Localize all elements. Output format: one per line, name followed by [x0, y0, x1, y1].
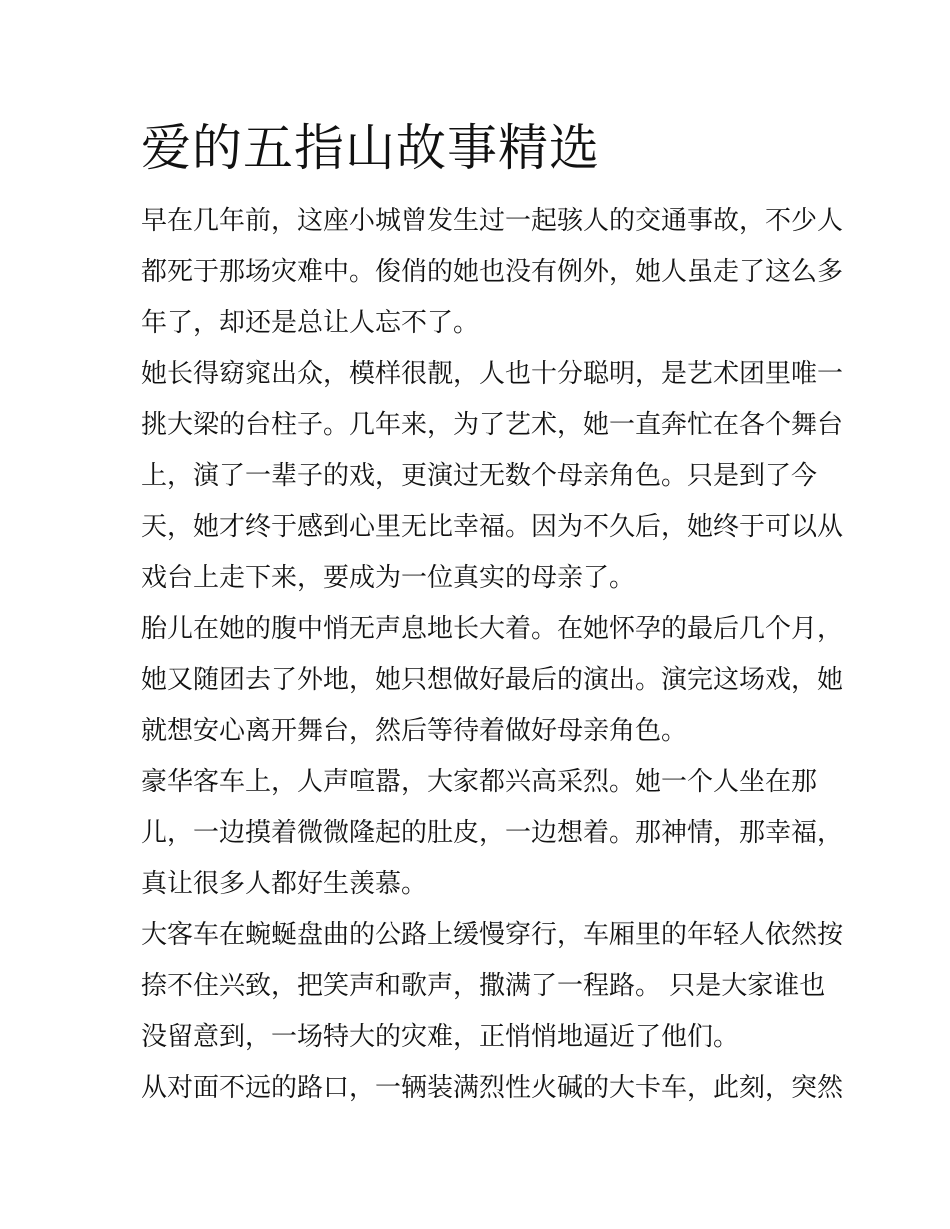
paragraph: [141, 1063, 844, 1114]
paragraph: [141, 910, 844, 1063]
text-line: 胎儿在她的腹中悄无声息地长大着。在她怀孕的最后几个月，: [141, 614, 844, 644]
text-line: 挑大梁的台柱子。几年来，为了艺术，她一直奔忙在各个舞台: [141, 410, 844, 440]
document-body: [141, 196, 844, 1114]
paragraph: [141, 349, 844, 604]
text-line: 天，她才终于感到心里无比幸福。因为不久后，她终于可以从: [141, 512, 844, 542]
text-line: 上，演了一辈子的戏，更演过无数个母亲角色。只是到了今: [141, 461, 818, 491]
text-line: 就想安心离开舞台，然后等待着做好母亲角色。: [141, 716, 688, 746]
text-line: 她长得窈窕出众，模样很靓，人也十分聪明，是艺术团里唯一: [141, 359, 844, 389]
text-line: 真让很多人都好生羡慕。: [141, 869, 428, 899]
text-line: 都死于那场灾难中。俊俏的她也没有例外，她人虽走了这么多: [141, 257, 844, 287]
text-line: 早在几年前，这座小城曾发生过一起骇人的交通事故，不少人: [141, 206, 844, 236]
text-line: 大客车在蜿蜒盘曲的公路上缓慢穿行，车厢里的年轻人依然按: [141, 920, 844, 950]
text-line: 儿，一边摸着微微隆起的肚皮，一边想着。那神情，那幸福，: [141, 818, 844, 848]
text-line: 没留意到，一场特大的灾难，正悄悄地逼近了他们。: [141, 1022, 740, 1052]
paragraph: [141, 196, 844, 349]
document-title: 爱的五指山故事精选: [141, 119, 600, 177]
text-line: 捺不住兴致，把笑声和歌声，撒满了一程路。 只是大家谁也: [141, 971, 826, 1001]
paragraph: [141, 604, 844, 757]
paragraph: [141, 757, 844, 910]
text-line: 戏台上走下来，要成为一位真实的母亲了。: [141, 563, 636, 593]
text-line: 她又随团去了外地，她只想做好最后的演出。演完这场戏，她: [141, 665, 844, 695]
text-line: 年了，却还是总让人忘不了。: [141, 308, 480, 338]
text-line: 豪华客车上，人声喧嚣，大家都兴高采烈。她一个人坐在那: [141, 767, 818, 797]
text-line: 从对面不远的路口，一辆装满烈性火碱的大卡车，此刻，突然: [141, 1073, 844, 1103]
